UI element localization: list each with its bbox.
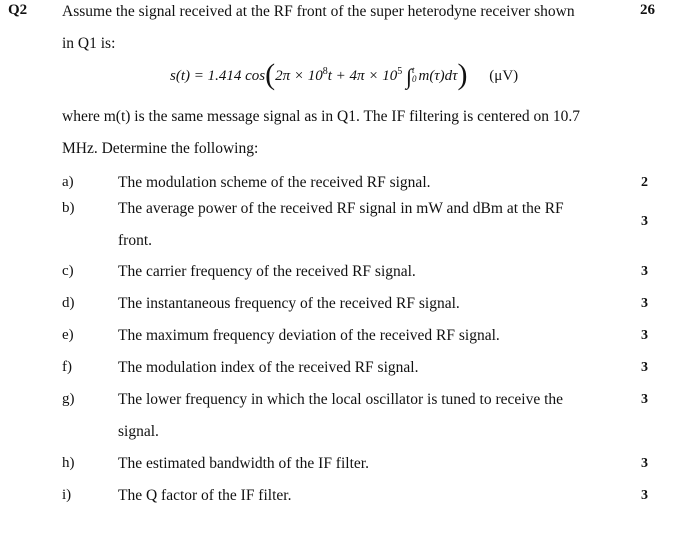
question-number: Q2 xyxy=(8,2,28,18)
equation-t-plus: t + 4π × 10 xyxy=(327,68,398,84)
part-text: The modulation index of the received RF signal. xyxy=(118,359,419,376)
part-marks: 2 xyxy=(641,175,648,190)
part-text: The carrier frequency of the received RF signal. xyxy=(118,263,416,280)
part-marks: 3 xyxy=(641,360,648,375)
part-label: h) xyxy=(62,455,75,471)
equation-exp5: 5 xyxy=(397,66,403,77)
part-marks: 3 xyxy=(641,264,648,279)
integral-sign: ∫ xyxy=(405,64,412,89)
part-label: d) xyxy=(62,295,75,311)
part-label: b) xyxy=(62,200,75,216)
part-marks: 3 xyxy=(641,392,648,407)
part-label: e) xyxy=(62,327,74,343)
part-text: The instantaneous frequency of the received RF signal. xyxy=(118,295,460,312)
intro-line-2: in Q1 is: xyxy=(62,35,116,52)
part-text: The average power of the received RF signal in mW and dBm at the RF xyxy=(118,200,564,217)
part-label: f) xyxy=(62,359,72,375)
part-label: c) xyxy=(62,263,74,279)
part-text-continued: signal. xyxy=(118,423,159,440)
total-marks: 26 xyxy=(640,2,655,18)
part-marks: 3 xyxy=(641,328,648,343)
integral-limits xyxy=(412,66,417,84)
intro-line-1: Assume the signal received at the RF front of the super heterodyne receiver shown xyxy=(62,3,575,20)
part-label: a) xyxy=(62,174,74,190)
left-paren: ( xyxy=(265,58,276,91)
right-paren: ) xyxy=(457,58,468,91)
part-label: i) xyxy=(62,487,72,503)
part-text: The maximum frequency deviation of the received RF signal. xyxy=(118,327,500,344)
part-text: The modulation scheme of the received RF signal. xyxy=(118,174,431,191)
equation-carrier: 2π × 10 xyxy=(275,68,323,84)
part-marks: 3 xyxy=(641,456,648,471)
equation-integrand: m(τ)dτ xyxy=(418,68,458,84)
integral-upper: t xyxy=(411,65,415,75)
part-marks: 3 xyxy=(641,296,648,311)
part-text-continued: front. xyxy=(118,232,153,249)
part-text: The Q factor of the IF filter. xyxy=(118,487,292,504)
part-text: The lower frequency in which the local oscillator is tuned to receive the xyxy=(118,391,564,408)
integral-lower: 0 xyxy=(411,74,417,84)
equation-exp8: 8 xyxy=(322,66,328,77)
part-marks: 3 xyxy=(641,214,648,229)
where-line-1: where m(t) is the same message signal as in Q1. The IF filtering is centered on 10.7 xyxy=(62,108,580,125)
part-label: g) xyxy=(62,391,75,407)
equation-unit: (μV) xyxy=(489,68,519,84)
part-text: The estimated bandwidth of the IF filter. xyxy=(118,455,369,472)
equation-lhs: s(t) = 1.414 cos xyxy=(170,68,266,84)
signal-equation xyxy=(170,58,518,92)
part-marks: 3 xyxy=(641,488,648,503)
where-line-2: MHz. Determine the following: xyxy=(62,140,259,157)
